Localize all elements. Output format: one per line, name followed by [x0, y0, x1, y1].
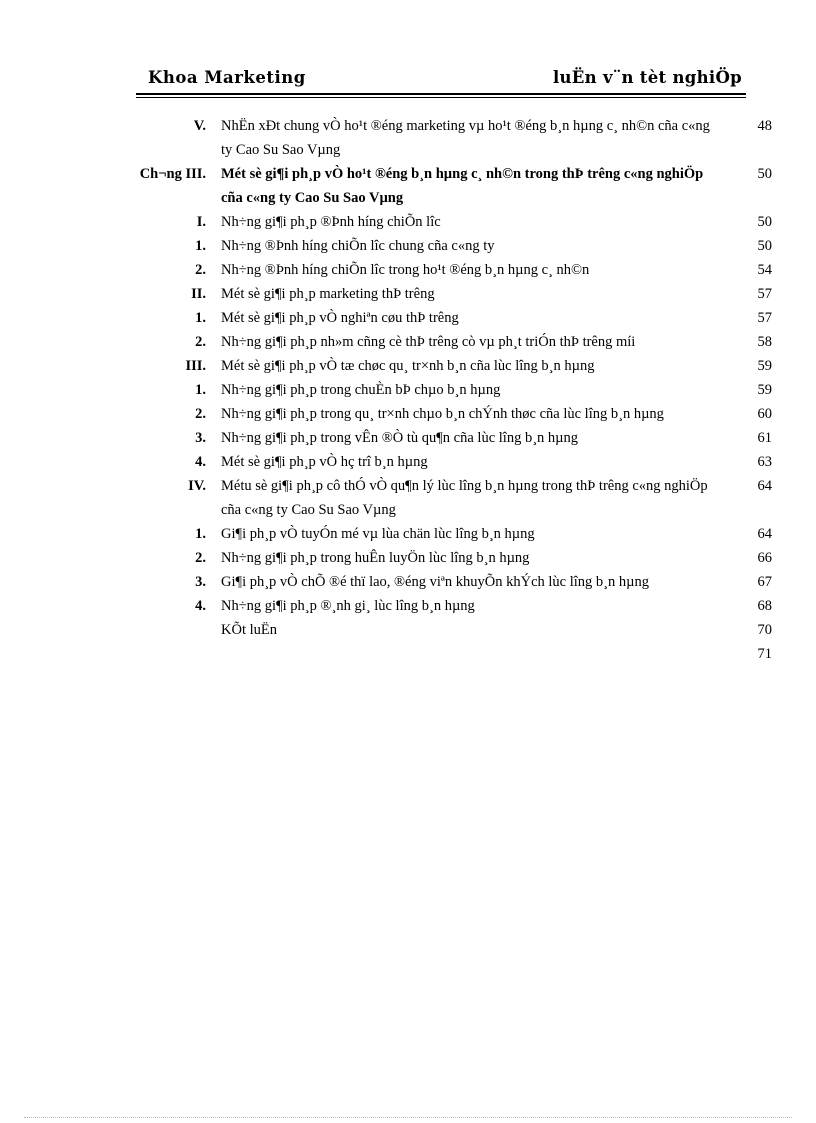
- toc-entry: [0, 522, 816, 546]
- toc-entry-number: 4.: [195, 598, 206, 614]
- table-of-contents: [0, 114, 816, 666]
- toc-entry-page-number: 54: [757, 262, 772, 278]
- toc-entry: [0, 162, 816, 210]
- toc-entry: [0, 570, 816, 594]
- page-bottom-border: [24, 1117, 792, 1118]
- toc-entry: [0, 402, 816, 426]
- toc-entry-title: Mét sè gi¶i ph¸p vÒ nghiªn cøu thÞ trêng: [221, 310, 459, 326]
- toc-entry-title: Nh÷ng gi¶i ph¸p trong qu¸ tr×nh chµo b¸n chÝnh thøc cña lùc lîng b¸n hµng: [221, 406, 664, 422]
- toc-entry-number: 1.: [195, 526, 206, 542]
- toc-entry-number: 3.: [195, 574, 206, 590]
- toc-entry-title: Métu sè gi¶i ph¸p cô thÓ vÒ qu¶n lý lùc lîng b¸n hµng trong thÞ trêng c«ng nghiÖp cña c«ng ty Cao Su Sao Vµng: [221, 478, 708, 518]
- toc-entry: [0, 618, 816, 642]
- toc-entry-page-number: 64: [757, 478, 772, 494]
- toc-entry-number: 2.: [195, 262, 206, 278]
- toc-entry: [0, 642, 816, 666]
- toc-entry-page-number: 66: [757, 550, 772, 566]
- toc-entry-title: Nh÷ng ®Þnh híng chiÕn lîc chung cña c«ng ty: [221, 238, 495, 254]
- toc-entry: [0, 450, 816, 474]
- toc-entry-number: I.: [196, 214, 206, 230]
- toc-entry-number: V.: [193, 118, 206, 134]
- toc-entry-title: Mét sè gi¶i ph¸p vÒ hç trî b¸n hµng: [221, 454, 428, 470]
- page-header: [136, 66, 746, 96]
- toc-entry-page-number: 59: [757, 382, 772, 398]
- toc-entry-page-number: 64: [757, 526, 772, 542]
- toc-entry-number: 1.: [195, 238, 206, 254]
- toc-entry: [0, 258, 816, 282]
- toc-entry-title: Mét sè gi¶i ph¸p marketing thÞ trêng: [221, 286, 435, 302]
- toc-entry: [0, 354, 816, 378]
- toc-entry-page-number: 68: [757, 598, 772, 614]
- toc-entry-number: 2.: [195, 406, 206, 422]
- toc-entry-number: II.: [191, 286, 206, 302]
- toc-entry-title: Gi¶i ph¸p vÒ chÕ ®é thï lao, ®éng viªn khuyÕn khÝch lùc lîng b¸n hµng: [221, 574, 649, 590]
- toc-entry-page-number: 50: [757, 238, 772, 254]
- toc-entry-page-number: 50: [757, 214, 772, 230]
- toc-entry-page-number: 63: [757, 454, 772, 470]
- toc-entry: [0, 234, 816, 258]
- header-rule-thick: [136, 93, 746, 95]
- toc-entry-number: 4.: [195, 454, 206, 470]
- toc-entry-number: Ch¬ng III.: [139, 166, 206, 182]
- toc-entry-title: Nh÷ng gi¶i ph¸p nh»m cñng cè thÞ trêng cò vµ ph¸t triÓn thÞ trêng míi: [221, 334, 636, 350]
- toc-entry-page-number: 50: [757, 166, 772, 182]
- toc-entry-number: 2.: [195, 334, 206, 350]
- toc-entry-page-number: 71: [757, 646, 772, 662]
- toc-entry-page-number: 67: [757, 574, 772, 590]
- toc-entry-page-number: 60: [757, 406, 772, 422]
- toc-entry-number: 3.: [195, 430, 206, 446]
- toc-entry-number: 1.: [195, 310, 206, 326]
- toc-entry: [0, 210, 816, 234]
- toc-entry-page-number: 57: [757, 310, 772, 326]
- toc-entry-page-number: 58: [757, 334, 772, 350]
- toc-entry-title: Nh÷ng gi¶i ph¸p ®Þnh híng chiÕn lîc: [221, 214, 441, 230]
- toc-entry: [0, 474, 816, 522]
- toc-entry-title: Nh÷ng gi¶i ph¸p ®¸nh gi¸ lùc lîng b¸n hµng: [221, 598, 475, 614]
- toc-entry-number: III.: [185, 358, 206, 374]
- toc-entry-title: Nh÷ng gi¶i ph¸p trong chuÈn bÞ chµo b¸n hµng: [221, 382, 501, 398]
- toc-entry-title: Mét sè gi¶i ph¸p vÒ tæ chøc qu¸ tr×nh b¸n cña lùc lîng b¸n hµng: [221, 358, 595, 374]
- toc-entry: [0, 330, 816, 354]
- toc-entry-title: Nh÷ng ®Þnh híng chiÕn lîc trong ho¹t ®éng b¸n hµng c¸ nh©n: [221, 262, 590, 278]
- toc-entry-title: Gi¶i ph¸p vÒ tuyÓn mé vµ lùa chän lùc lîng b¸n hµng: [221, 526, 535, 542]
- toc-entry-title: Nh÷ng gi¶i ph¸p trong huÊn luyÖn lùc lîng b¸n hµng: [221, 550, 530, 566]
- toc-entry-title: KÕt luËn: [221, 622, 277, 638]
- toc-entry-number: 2.: [195, 550, 206, 566]
- header-thesis-title: luËn v¨n tèt nghiÖp: [552, 68, 742, 87]
- toc-entry: [0, 546, 816, 570]
- toc-entry-page-number: 61: [757, 430, 772, 446]
- toc-entry-title: Mét sè gi¶i ph¸p vÒ ho¹t ®éng b¸n hµng c¸ nh©n trong thÞ trêng c«ng nghiÖp cña c«ng ty Cao Su Sao Vµng: [221, 166, 704, 206]
- toc-entry: [0, 594, 816, 618]
- toc-entry-page-number: 59: [757, 358, 772, 374]
- toc-entry-page-number: 70: [757, 622, 772, 638]
- header-rule-thin: [136, 97, 746, 98]
- toc-entry: [0, 114, 816, 162]
- toc-entry: [0, 378, 816, 402]
- toc-entry-page-number: 48: [757, 118, 772, 134]
- toc-entry-number: 1.: [195, 382, 206, 398]
- toc-entry: [0, 426, 816, 450]
- toc-entry-title: NhËn xÐt chung vÒ ho¹t ®éng marketing vµ ho¹t ®éng b¸n hµng c¸ nh©n cña c«ng ty Cao Su Sao Vµng: [221, 118, 710, 158]
- header-faculty: Khoa Marketing: [148, 68, 306, 87]
- toc-entry-title: Nh÷ng gi¶i ph¸p trong vÊn ®Ò tù qu¶n cña lùc lîng b¸n hµng: [221, 430, 579, 446]
- toc-entry: [0, 306, 816, 330]
- toc-entry: [0, 282, 816, 306]
- toc-entry-page-number: 57: [757, 286, 772, 302]
- toc-entry-number: IV.: [188, 478, 206, 494]
